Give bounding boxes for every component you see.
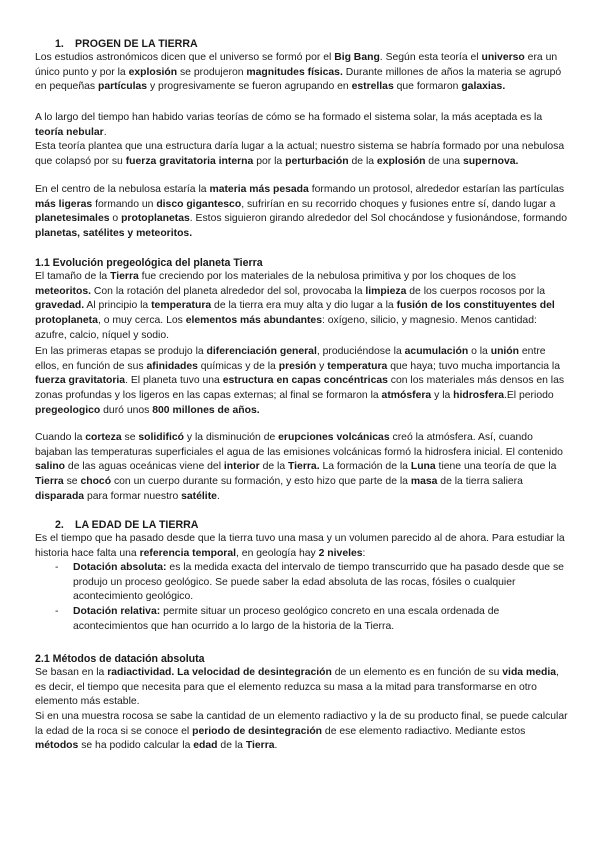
paragraph-differentiation: En las primeras etapas se produjo la diferenciación general, produciéndose la acumulación o la unión entre ellos, en función de sus afinidades químicas y de la presión y temperatura que haya; tuvo mucha importancia la fuerza gravitatoria. El planeta tuvo una estructura en capas concéntricas con los materiales más densos en las zonas profundas y los ligeros en las capas externas; al final se formaron la atmósfera y la hidrosfera.El periodo pregeologico duró unos 800 millones de años. [35,346,565,416]
heading-2-1: 2.1 Métodos de datación absoluta [35,653,205,665]
list-item-absolute-text: Dotación absoluta: es la medida exacta del intervalo de tiempo transcurrido que ha pasado desde que se produjo un proceso geológico. Se puede saber la edad absoluta de las rocas, fósiles o cualquier acontecimiento geológico. [73,562,564,603]
list-dash: - [55,562,59,573]
heading-2 [55,518,198,532]
heading-2-number: 2. [55,519,64,531]
paragraph-earth-age: Es el tiempo que ha pasado desde que la tierra tuvo una masa y un volumen parecido al de ahora. Para estudiar la historia hace falta una referencia temporal, en geología hay 2 niveles: [35,533,565,559]
paragraph-crust: Cuando la corteza se solidificó y la disminución de erupciones volcánicas creó la atmósfera. Así, cuando bajaban las temperaturas superficiales el agua de las emisiones volcánicas formó la hidrosfera inicial. El contenido salino de las aguas oceánicas viene del interior de la Tierra. La formación de la Luna tiene una teoría de que la Tierra se chocó con un cuerpo durante su formación, y esto hizo que parte de la masa de la tierra saliera disparada para formar nuestro satélite. [35,432,563,502]
heading-2-title: LA EDAD DE LA TIERRA [75,519,199,531]
paragraph-big-bang: Los estudios astronómicos dicen que el universo se formó por el Big Bang. Según esta teoría el universo era un único punto y por la explosión se produjeron magnitudes físicas. Durante millones de años la materia se agrupó en pequeñas partículas y progresivamente se fueron agrupando en estrellas que formaron galaxias. [35,52,562,93]
list-item-relative [55,605,570,634]
list-item-relative-text: Dotación relativa: permite situar un proceso geológico concreto en una escala ordenada de acontecimientos que han ocurrido a lo largo de la historia de la Tierra. [73,606,500,632]
paragraph-protosun: En el centro de la nebulosa estaría la materia más pesada formando un protosol, alrededor estarían las partículas más ligeras formando un disco gigantesco, sufrirían en su recorrido choques y fusiones entre sí, dando lugar a planetesimales o protoplanetas. Estos siguieron girando alrededor del Sol chocándose y fusionándose, formando planetas, satélites y meteoritos. [35,184,567,240]
list-dash: - [55,606,59,618]
paragraph-earth-size: El tamaño de la Tierra fue creciendo por los materiales de la nebulosa primitiva y por los choques de los meteoritos. Con la rotación del planeta alrededor del sol, provocaba la limpieza de los cuerpos rocosos por la gravedad. Al principio la temperatura de la tierra era muy alta y dio lugar a la fusión de los constituyentes del protoplaneta, o muy cerca. Los elementos más abundantes: oxígeno, silicio, y magnesio. Menos cantidad: azufre, calcio, níquel y sodio. [35,271,555,341]
paragraph-radioactivity: Se basan en la radiactividad. La velocidad de desintegración de un elemento es en función de su vida media, es decir, el tiempo que necesita para que el elemento reduzca su masa a la mitad para transformarse en otro elemento más estable. [35,667,559,708]
heading-1-1: 1.1 Evolución pregeológica del planeta Tierra [35,257,263,269]
heading-1-number: 1. [55,38,64,50]
list-item-absolute [55,561,570,605]
dating-list [55,561,570,635]
paragraph-theories: A lo largo del tiempo han habido varias teorías de cómo se ha formado el sistema solar, la más aceptada es la teoría nebular. [35,112,543,138]
paragraph-half-life: Si en una muestra rocosa se sabe la cantidad de un elemento radiactivo y la de su producto final, se puede calcular la edad de la roca si se conoce el periodo de desintegración de ese elemento radiactivo. Mediante estos métodos se ha podido calcular la edad de la Tierra. [35,711,568,752]
heading-1 [55,37,198,51]
paragraph-nebular-theory: Esta teoría plantea que una estructura daría lugar a la actual; nuestro sistema se habría formado por una nebulosa que colapsó por su fuerza gravitatoria interna por la perturbación de la explosión de una supernova. [35,141,565,167]
heading-1-title: PROGEN DE LA TIERRA [75,38,198,50]
